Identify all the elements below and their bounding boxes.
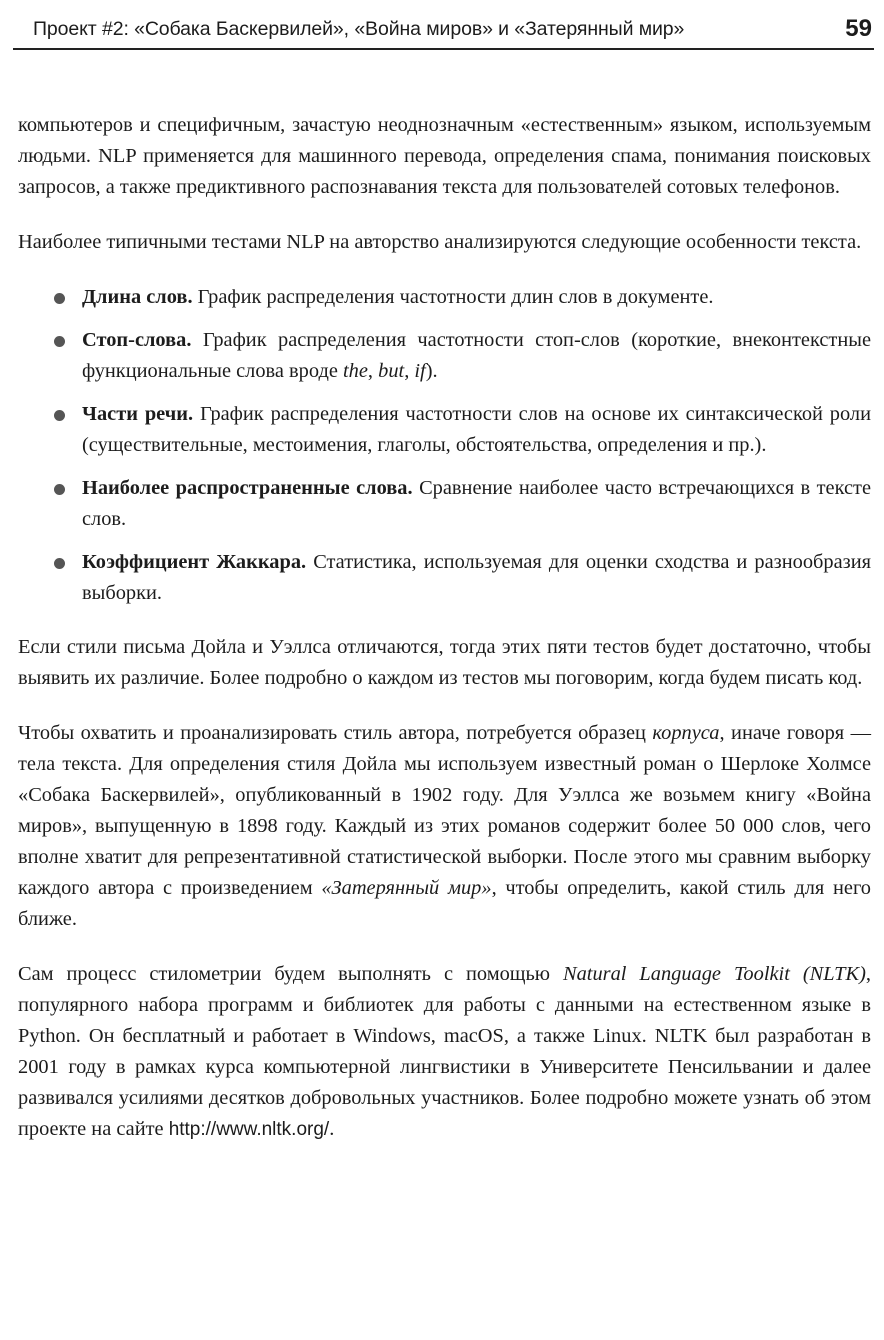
term: Длина слов.: [82, 286, 193, 308]
list-item: [18, 547, 871, 609]
book-title-lost-world: «Затерянный мир»: [321, 877, 492, 899]
running-header: [13, 14, 874, 50]
page-body: [18, 110, 871, 1169]
paragraph-nltk: [18, 959, 871, 1145]
nltk-url-link[interactable]: http://www.nltk.org/: [168, 1119, 330, 1140]
text-segment: , чтобы определить, какой стиль для него ближе.: [18, 877, 871, 930]
closing-text: ).: [425, 360, 438, 382]
example-word: the: [343, 360, 368, 382]
list-item: [18, 325, 871, 387]
chapter-title: Проект #2: «Собака Баскервилей», «Война миров» и «Затерянный мир»: [33, 18, 685, 40]
toolkit-name: Natural Language Toolkit (NLTK): [563, 963, 866, 985]
text-segment: , популярного набора программ и библиотек для работы с данными на естественном языке в Python. Он бесплатный и работает в Windows, macOS, а также Linux. NLTK был разработан в 2001 году в рамках курса компьютерной лингвистики в Университете Пенсильвании и далее развивался усилиями десятков добровольных участников. Более подробно можете узнать об этом проекте на сайте: [18, 963, 871, 1140]
description: Статистика, используемая для оценки сходства и разнообразия выборки.: [82, 551, 871, 604]
example-word: but: [378, 360, 405, 382]
description: График распределения частотности слов на основе их синтаксической роли (существительные, местоимения, глаголы, обстоятельства, определения и пр.).: [82, 403, 871, 456]
list-item: [18, 399, 871, 461]
paragraph-nlp-intro: компьютеров и специфичным, зачастую неоднозначным «естественным» языком, используемым людьми. NLP применяется для машинного перевода, определения спама, понимания поисковых запросов, а также предиктивного распознавания текста для пользователей сотовых телефонов.: [18, 114, 871, 198]
term: Стоп-слова.: [82, 329, 192, 351]
description: График распределения частотности длин слов в документе.: [192, 286, 714, 308]
bullet-icon: [54, 558, 65, 569]
paragraph-tests-intro: Наиболее типичными тестами NLP на авторство анализируются следующие особенности текста.: [18, 231, 862, 253]
paragraph-corpus: [18, 718, 871, 935]
list-item: [18, 473, 871, 535]
text-segment: .: [329, 1118, 335, 1140]
term: Наиболее распространенные слова.: [82, 477, 413, 499]
description: График распределения частотности стоп-слов (короткие, внеконтекстные функциональные слова вроде: [82, 329, 871, 382]
term: Части речи.: [82, 403, 194, 425]
page-number: 59: [845, 15, 872, 42]
example-word: if: [414, 360, 426, 382]
term: Коэффициент Жаккара.: [82, 551, 307, 573]
bullet-icon: [54, 336, 65, 347]
text-segment: , иначе говоря — тела текста. Для определения стиля Дойла мы используем известный роман о Шерлоке Холмсе «Собака Баскервилей», опубликованный в 1902 году. Для Уэллса же возьмем книгу «Война миров», выпущенную в 1898 году. Каждый из этих романов содержит более 50 000 слов, чего вполне хватит для репрезентативной статистической выборки. После этого мы сравним выборку каждого автора с произведением: [18, 722, 872, 899]
text-segment: Сам процесс стилометрии будем выполнять с помощью: [18, 963, 563, 985]
tests-list: [18, 282, 871, 609]
paragraph-tests-summary: Если стили письма Дойла и Уэллса отличаются, тогда этих пяти тестов будет достаточно, чтобы выявить их различие. Более подробно о каждом из тестов мы поговорим, когда будем писать код.: [18, 636, 871, 689]
bullet-icon: [54, 484, 65, 495]
separator: ,: [404, 360, 415, 382]
separator: ,: [367, 360, 379, 382]
term-corpus: корпуса: [652, 722, 720, 744]
description: Сравнение наиболее часто встречающихся в тексте слов.: [82, 477, 871, 530]
list-item: [18, 282, 871, 313]
bullet-icon: [54, 410, 65, 421]
text-segment: Чтобы охватить и проанализировать стиль автора, потребуется образец: [18, 722, 653, 744]
bullet-icon: [54, 293, 65, 304]
